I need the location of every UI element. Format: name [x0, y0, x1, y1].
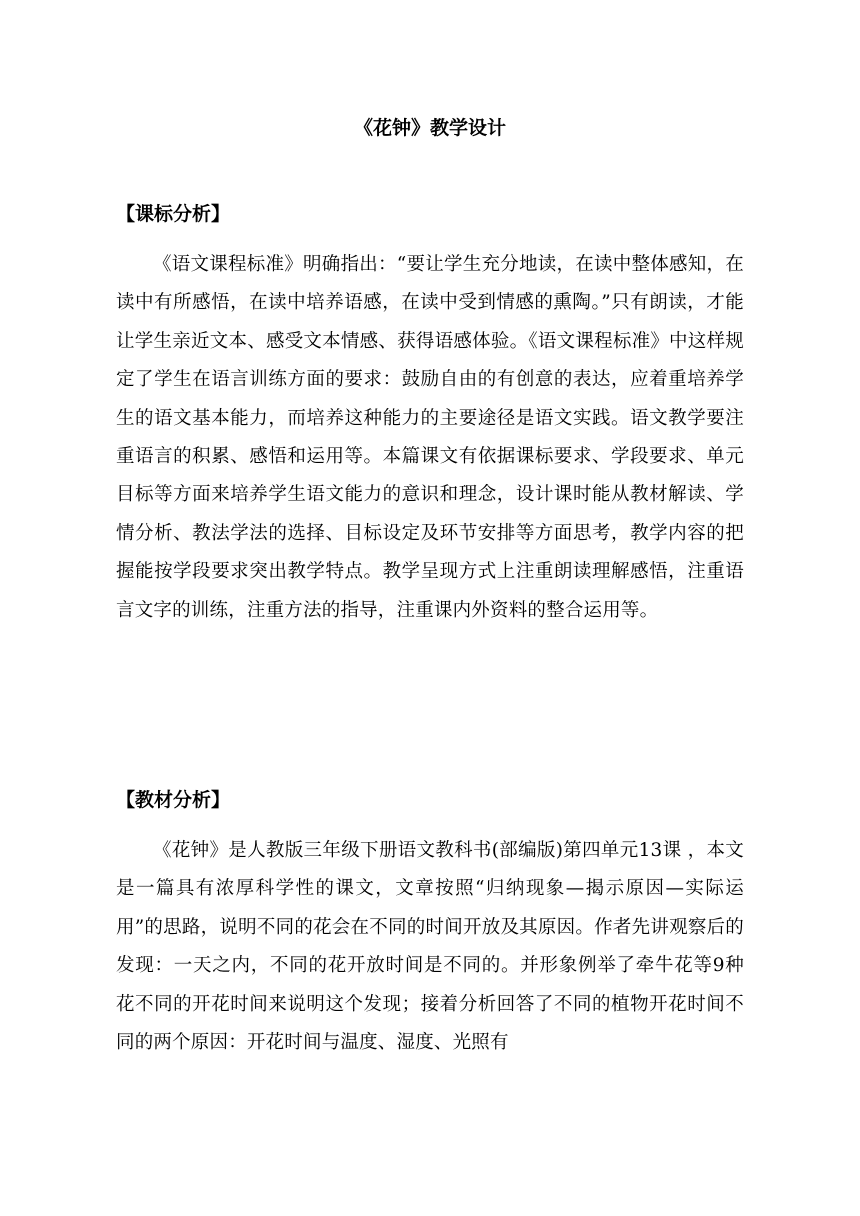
- section-paragraph: 《语文课程标准》明确指出：“要让学生充分地读，在读中整体感知，在读中有所感悟，在读中培养语感，在读中受到情感的熏陶。”只有朗读，才能让学生亲近文本、感受文本情感、获得语感体验。《语文课程标准》中这样规定了学生在语言训练方面的要求：鼓励自由的有创意的表达，应着重培养学生的语文基本能力，而培养这种能力的主要途径是语文实践。语文教学要注重语言的积累、感悟和运用等。本篇课文有依据课标要求、学段要求、单元目标等方面来培养学生语文能力的意识和理念，设计课时能从教材解读、学情分析、教法学法的选择、目标设定及环节安排等方面思考，教学内容的把握能按学段要求突出教学特点。教学呈现方式上注重朗读理解感悟，注重语言文字的训练，注重方法的指导，注重课内外资料的整合运用等。: [116, 254, 744, 621]
- section-textbook-analysis: [116, 786, 744, 1062]
- section-paragraph: 《花钟》是人教版三年级下册语文教科书(部编版)第四单元13课 ，本文是一篇具有浓厚科学性的课文，文章按照“归纳现象—揭示原因—实际运用”的思路，说明不同的花会在不同的时间开放及其原因。作者先讲观察后的发现：一天之内，不同的花开放时间是不同的。并形象例举了牵牛花等9种花不同的开花时间来说明这个发现；接着分析回答了不同的植物开花时间不同的两个原因：开花时间与温度、湿度、光照有: [116, 840, 744, 1054]
- section-curriculum-analysis: [116, 200, 744, 630]
- section-heading: 【课标分析】: [116, 203, 231, 225]
- section-heading: 【教材分析】: [116, 789, 231, 811]
- document-title: 《花钟》教学设计: [353, 117, 506, 139]
